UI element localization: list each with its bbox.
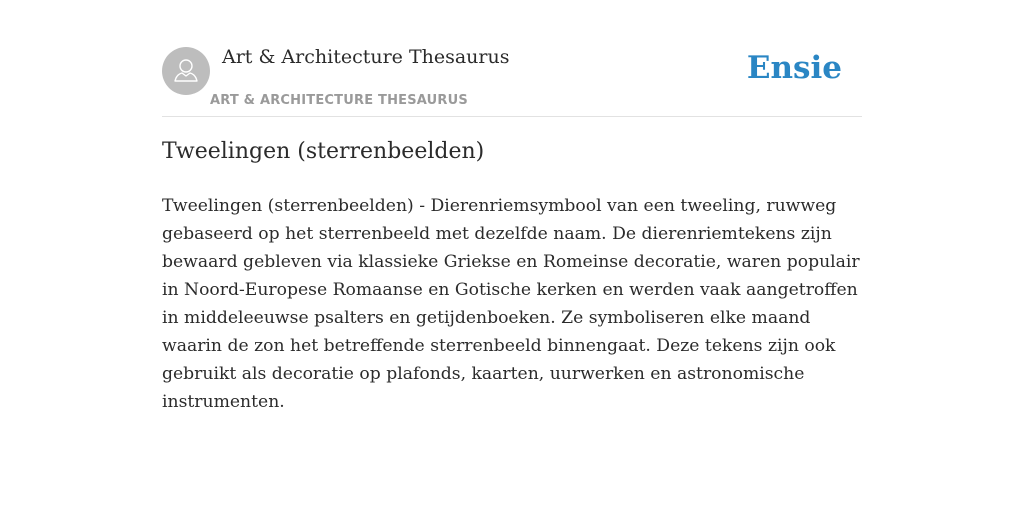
user-outline-icon bbox=[162, 47, 210, 95]
source-header bbox=[162, 40, 862, 117]
ensie-logo[interactable]: Ensie bbox=[746, 50, 842, 86]
source-title[interactable]: Art & Architecture Thesaurus bbox=[222, 46, 510, 68]
source-subtitle: ART & ARCHITECTURE THESAURUS bbox=[210, 93, 468, 108]
avatar[interactable] bbox=[162, 47, 210, 95]
page-title: Tweelingen (sterrenbeelden) bbox=[162, 139, 485, 164]
definition-text: Tweelingen (sterrenbeelden) - Dierenriemsymbool van een tweeling, ruwweg gebaseerd op het sterrenbeeld met dezelfde naam. De dierenriemtekens zijn bewaard gebleven via klassieke Griekse en Romeinse decoratie, waren populair in Noord-Europese Romaanse en Gotische kerken en werden vaak aangetroffen in middeleeuwse psalters en getijdenboeken. Ze symboliseren elke maand waarin de zon het betreffende sterrenbeeld binnengaat. Deze tekens zijn ook gebruikt als decoratie op plafonds, kaarten, uurwerken en astronomische instrumenten. bbox=[162, 196, 860, 412]
